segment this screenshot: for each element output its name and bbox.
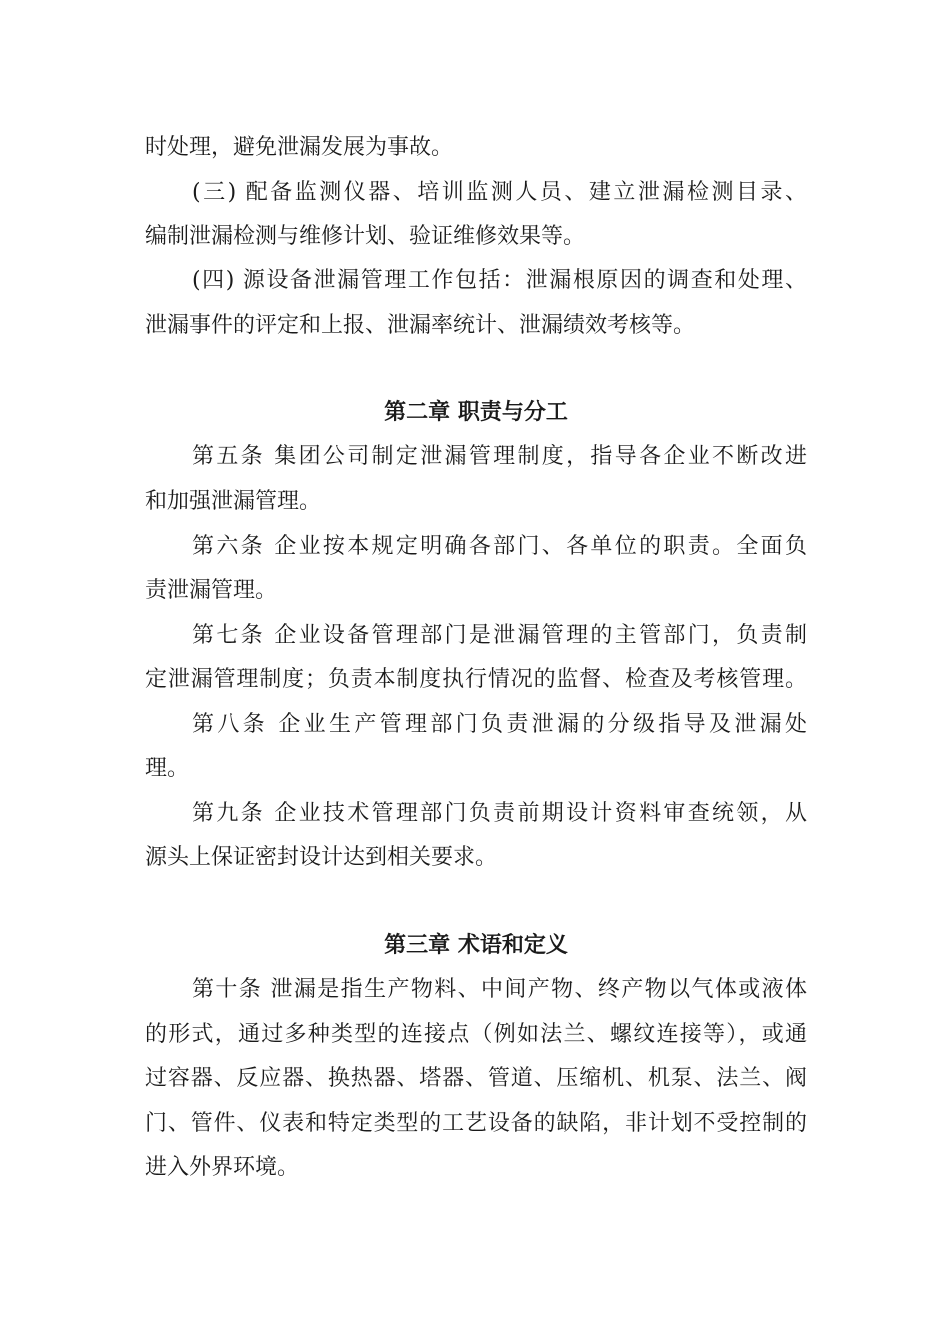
article-line: 第九条 企业技术管理部门负责前期设计资料审查统领，从 (192, 801, 807, 826)
paragraph-line: 和加强泄漏管理。 (145, 489, 322, 514)
chapter-heading: 第三章 术语和定义 (384, 933, 568, 958)
paragraph-line: 源头上保证密封设计达到相关要求。 (145, 845, 498, 870)
article-line: 第十条 泄漏是指生产物料、中间产物、终产物以气体或液体 (192, 977, 807, 1002)
paragraph-line: 定泄漏管理制度；负责本制度执行情况的监督、检查及考核管理。 (145, 667, 807, 692)
chapter-heading: 第二章 职责与分工 (384, 400, 568, 425)
paragraph-line: 过容器、反应器、换热器、塔器、管道、压缩机、机泵、法兰、阀 (145, 1066, 807, 1091)
paragraph-line: 的形式，通过多种类型的连接点（例如法兰、螺纹连接等），或通 (145, 1022, 807, 1047)
paragraph-line: 进入外界环境。 (145, 1155, 300, 1180)
paragraph-line: 门、管件、仪表和特定类型的工艺设备的缺陷，非计划不受控制的 (145, 1111, 807, 1136)
article-line: 第八条 企业生产管理部门负责泄漏的分级指导及泄漏处 (192, 712, 807, 737)
article-line: 第六条 企业按本规定明确各部门、各单位的职责。全面负 (192, 534, 807, 559)
paragraph-line: 泄漏事件的评定和上报、泄漏率统计、泄漏绩效考核等。 (145, 313, 696, 338)
paragraph-line: 理。 (145, 756, 190, 781)
article-line: 第五条 集团公司制定泄漏管理制度，指导各企业不断改进 (192, 444, 807, 469)
paragraph-line: 时处理，避免泄漏发展为事故。 (145, 135, 454, 160)
paragraph-line: (四) 源设备泄漏管理工作包括：泄漏根原因的调查和处理、 (192, 268, 807, 293)
paragraph-line: (三) 配备监测仪器、培训监测人员、建立泄漏检测目录、 (192, 180, 807, 205)
article-line: 第七条 企业设备管理部门是泄漏管理的主管部门，负责制 (192, 623, 807, 648)
paragraph-line: 责泄漏管理。 (145, 578, 278, 603)
paragraph-line: 编制泄漏检测与维修计划、验证维修效果等。 (145, 224, 586, 249)
